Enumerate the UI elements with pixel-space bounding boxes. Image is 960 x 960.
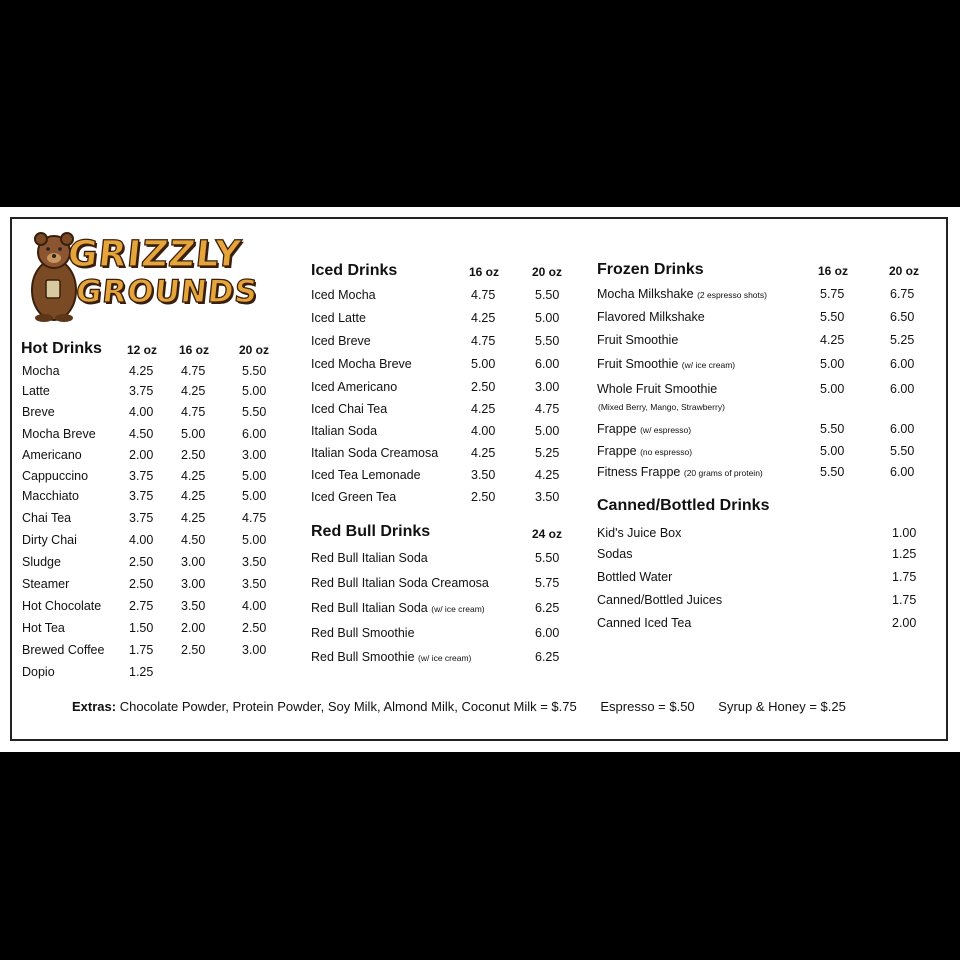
menu-row [22,643,282,663]
item-name [22,427,96,441]
item-price: 4.50 [181,533,206,547]
item-note: (no espresso) [640,447,693,457]
item-name-text: Italian Soda [311,424,378,438]
menu-row [22,427,282,447]
item-price: 5.50 [535,334,560,348]
menu-row [22,364,282,384]
item-note: (w/ espresso) [640,425,692,435]
item-price: 1.75 [892,570,917,584]
item-name [597,382,717,396]
item-name [597,570,672,584]
item-price: 4.25 [181,384,206,398]
item-price: 5.00 [820,444,845,458]
item-price: 5.00 [471,357,496,371]
menu-row [311,311,571,331]
item-price: 6.00 [535,357,560,371]
item-price: 1.75 [892,593,917,607]
item-name [597,287,767,301]
item-price: 3.75 [129,489,154,503]
item-name [597,526,681,540]
item-name-text: Frappe [597,422,637,436]
menu-row [597,444,927,464]
item-price: 2.50 [129,555,154,569]
item-price: 4.50 [129,427,154,441]
item-name-text: Dirty Chai [22,533,77,547]
menu-row [311,490,571,510]
item-price: 4.25 [471,402,496,416]
item-name [597,444,692,458]
item-name-text: Cappuccino [22,469,89,483]
item-name [22,448,82,462]
item-name [311,380,397,394]
item-name-text: Red Bull Italian Soda Creamosa [311,576,489,590]
item-price: 3.50 [242,555,267,569]
menu-row [597,593,927,613]
menu-row [311,446,571,466]
item-price: 3.00 [242,448,267,462]
item-name [311,468,421,482]
item-name [311,446,438,460]
grizzly-grounds-logo [24,228,260,324]
item-price: 1.75 [129,643,154,657]
item-price: 5.50 [242,405,267,419]
item-name [22,469,88,483]
item-price: 2.50 [242,621,267,635]
menu-row [22,555,282,575]
logo-text-line1: GRIZZLY [65,234,244,275]
item-price: 5.00 [181,427,206,441]
item-price: 2.00 [181,621,206,635]
item-price: 5.50 [890,444,915,458]
menu-row [597,547,927,567]
item-name-text: Iced Chai Tea [311,402,388,416]
item-name-text: Breve [22,405,55,419]
item-price: 5.25 [535,446,560,460]
item-name [22,384,50,398]
whole-fruit-flavors-note: (Mixed Berry, Mango, Strawberry) [598,402,725,412]
item-price: 4.75 [181,364,206,378]
item-note: (2 espresso shots) [697,290,767,300]
item-name-text: Mocha Breve [22,427,96,441]
item-name-text: Flavored Milkshake [597,310,705,324]
item-name [22,665,55,679]
item-name [311,626,415,640]
menu-row [597,357,927,377]
menu-row [311,576,571,596]
item-name-text: Fruit Smoothie [597,333,679,347]
frozen-size-16oz: 16 oz [818,264,849,278]
item-price: 2.50 [181,448,206,462]
item-name-text: Fruit Smoothie [597,357,679,371]
extras-espresso: Espresso = $.50 [600,699,695,714]
item-price: 5.00 [535,424,560,438]
extras-label: Extras: [72,699,117,714]
item-price: 4.75 [242,511,267,525]
item-name-text: Hot Tea [22,621,65,635]
hot-size-20oz: 20 oz [239,343,270,357]
item-name [597,357,735,371]
item-name-text: Brewed Coffee [22,643,105,657]
item-name [311,357,412,371]
item-price: 5.00 [242,533,267,547]
item-name [597,333,678,347]
item-price: 6.25 [535,650,560,664]
item-price: 4.25 [129,364,154,378]
item-name [597,593,722,607]
item-name-text: Kid's Juice Box [597,526,682,540]
item-price: 3.50 [471,468,496,482]
item-price: 3.00 [181,555,206,569]
item-name-text: Italian Soda Creamosa [311,446,439,460]
item-name [597,547,632,561]
item-price: 2.00 [129,448,154,462]
item-name-text: Whole Fruit Smoothie [597,382,718,396]
item-price: 2.50 [129,577,154,591]
item-name [311,551,428,565]
item-price: 4.25 [181,511,206,525]
red-bull-size-24oz: 24 oz [532,527,563,541]
item-note: (w/ ice cream) [681,360,736,370]
item-name [22,489,79,503]
item-price: 6.25 [535,601,560,615]
menu-row [22,469,282,489]
item-price: 5.75 [820,287,845,301]
item-price: 6.00 [890,422,915,436]
item-price: 4.25 [471,446,496,460]
item-price: 6.00 [242,427,267,441]
item-price: 4.75 [471,288,496,302]
menu-row [22,665,282,685]
item-price: 3.75 [129,384,154,398]
menu-row [597,526,927,546]
menu-row [22,533,282,553]
item-name-text: Fitness Frappe [597,465,681,479]
item-price: 5.25 [890,333,915,347]
menu-row [22,511,282,531]
item-price: 6.00 [890,465,915,479]
menu-row [311,334,571,354]
menu-row [22,405,282,425]
item-name [311,490,396,504]
item-price: 5.00 [242,384,267,398]
menu-row [22,384,282,404]
item-name [597,310,705,324]
item-name [22,364,60,378]
item-name [311,650,471,664]
item-price: 4.25 [535,468,560,482]
extras-line [72,699,846,714]
menu-row [597,422,927,442]
menu-row [311,468,571,488]
item-name-text: Chai Tea [22,511,72,525]
item-price: 5.50 [820,422,845,436]
item-price: 2.00 [892,616,917,630]
menu-row [597,287,927,307]
item-name-text: Sodas [597,547,633,561]
canned-bottled-drinks-title: Canned/Bottled Drinks [597,497,770,514]
item-price: 5.00 [242,489,267,503]
item-name-text: Canned Iced Tea [597,616,692,630]
item-name [597,465,763,479]
item-price: 4.00 [471,424,496,438]
item-name-text: Red Bull Smoothie [311,650,415,664]
item-name-text: Frappe [597,444,637,458]
menu-row [311,601,571,621]
item-name [597,422,691,436]
hot-size-12oz: 12 oz [127,343,158,357]
iced-drinks-title: Iced Drinks [311,262,398,279]
menu-row [311,650,571,670]
menu-row [22,621,282,641]
item-price: 4.75 [181,405,206,419]
item-name-text: Mocha Milkshake [597,287,694,301]
item-price: 5.00 [242,469,267,483]
item-price: 3.75 [129,511,154,525]
menu-row [311,357,571,377]
menu-row [311,424,571,444]
item-name-text: Iced Tea Lemonade [311,468,421,482]
item-price: 5.50 [820,310,845,324]
item-name [22,621,65,635]
item-name-text: Canned/Bottled Juices [597,593,723,607]
red-bull-drinks-title: Red Bull Drinks [311,523,431,540]
item-note: (w/ ice cream) [418,653,472,663]
item-name [22,555,61,569]
item-price: 4.25 [181,489,206,503]
menu-row [597,465,927,485]
item-name [22,599,101,613]
menu-row [311,551,571,571]
item-name [22,405,55,419]
item-price: 5.00 [820,357,845,371]
item-name-text: Iced Green Tea [311,490,397,504]
item-note: (20 grams of protein) [683,468,763,478]
menu-row [597,333,927,353]
item-name-text: Iced Breve [311,334,371,348]
menu-row [597,310,927,330]
item-price: 1.00 [892,526,917,540]
item-price: 2.50 [471,380,496,394]
menu-row [311,402,571,422]
menu-row [597,616,927,636]
item-price: 3.50 [535,490,560,504]
item-name-text: Iced Latte [311,311,366,325]
item-name-text: Iced Mocha [311,288,376,302]
item-price: 1.25 [892,547,917,561]
item-name [22,533,77,547]
menu-row [22,489,282,509]
item-price: 4.00 [242,599,267,613]
item-price: 4.25 [181,469,206,483]
item-price: 1.50 [129,621,154,635]
item-price: 5.75 [535,576,560,590]
item-price: 2.50 [181,643,206,657]
item-price: 4.25 [471,311,496,325]
item-price: 4.25 [820,333,845,347]
item-name [311,402,387,416]
item-price: 3.00 [181,577,206,591]
item-name-text: Red Bull Italian Soda [311,551,428,565]
menu-row [311,288,571,308]
item-name [311,576,489,590]
item-price: 5.50 [242,364,267,378]
item-name [311,311,366,325]
item-price: 5.00 [535,311,560,325]
item-price: 5.50 [535,551,560,565]
item-price: 6.00 [535,626,560,640]
item-price: 4.75 [535,402,560,416]
item-price: 4.00 [129,405,154,419]
item-name [22,577,69,591]
hot-drinks-title: Hot Drinks [21,340,102,357]
menu-row [22,577,282,597]
frozen-size-20oz: 20 oz [889,264,920,278]
item-price: 6.50 [890,310,915,324]
menu-row [311,626,571,646]
item-name-text: Mocha [22,364,60,378]
item-name-text: Iced Americano [311,380,398,394]
logo-text-line2: GROUNDS [74,274,260,310]
item-name [311,334,371,348]
item-price: 3.50 [242,577,267,591]
extras-syrup: Syrup & Honey = $.25 [718,699,846,714]
item-name-text: Steamer [22,577,70,591]
item-price: 3.00 [242,643,267,657]
item-name-text: Latte [22,384,50,398]
iced-size-20oz: 20 oz [532,265,563,279]
item-price: 5.00 [820,382,845,396]
item-price: 6.00 [890,382,915,396]
item-price: 6.75 [890,287,915,301]
extras-text: Chocolate Powder, Protein Powder, Soy Milk, Almond Milk, Coconut Milk = $.75 [119,699,577,714]
item-name-text: Bottled Water [597,570,673,584]
item-name-text: Iced Mocha Breve [311,357,412,371]
item-name-text: Dopio [22,665,55,679]
item-price: 1.25 [129,665,154,679]
item-name-text: Macchiato [22,489,79,503]
item-price: 2.50 [471,490,496,504]
item-name [311,424,377,438]
item-name [22,643,104,657]
item-name [22,511,71,525]
menu-row [22,599,282,619]
item-name [311,601,485,615]
item-name-text: Sludge [22,555,61,569]
menu-row [22,448,282,468]
item-price: 5.50 [535,288,560,302]
item-price: 4.00 [129,533,154,547]
menu-row [597,570,927,590]
iced-size-16oz: 16 oz [469,265,500,279]
item-note: (w/ ice cream) [431,604,485,614]
frozen-drinks-title: Frozen Drinks [597,261,704,278]
item-price: 3.50 [181,599,206,613]
item-name [311,288,376,302]
hot-size-16oz: 16 oz [179,343,210,357]
item-name-text: Hot Chocolate [22,599,102,613]
item-price: 6.00 [890,357,915,371]
menu-row [597,382,927,402]
menu-row [311,380,571,400]
item-name-text: Americano [22,448,82,462]
item-price: 5.50 [820,465,845,479]
item-name-text: Red Bull Smoothie [311,626,415,640]
item-name-text: Red Bull Italian Soda [311,601,428,615]
item-price: 2.75 [129,599,154,613]
item-name [597,616,691,630]
item-price: 3.75 [129,469,154,483]
item-price: 4.75 [471,334,496,348]
item-price: 3.00 [535,380,560,394]
